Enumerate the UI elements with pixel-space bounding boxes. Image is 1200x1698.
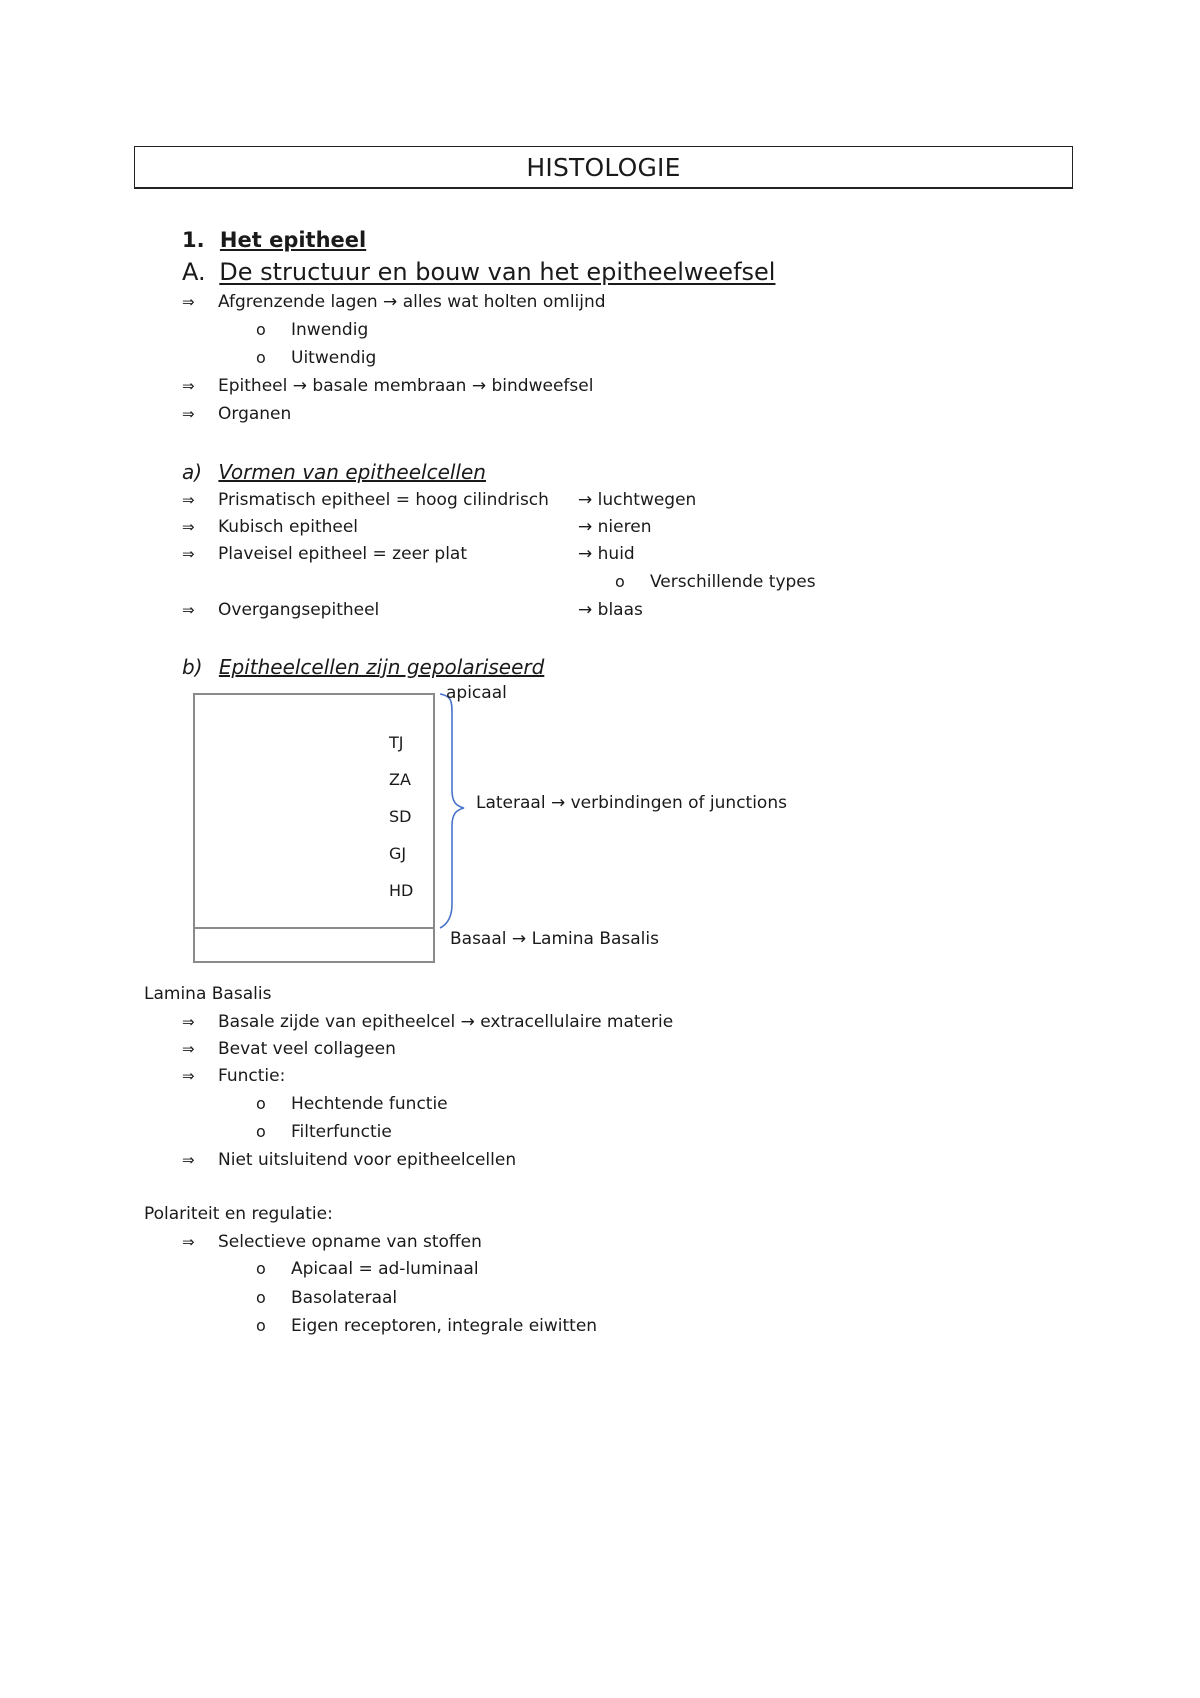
circle-bullet-icon: o <box>256 320 266 339</box>
subsection-b-marker: b) <box>182 655 203 679</box>
intro-b2-part-0: Epitheel <box>218 376 288 396</box>
vormen-0-right-wrap <box>578 490 696 510</box>
vormen-1-right: nieren <box>597 517 652 537</box>
bullet-arrow-icon: ⇒ <box>182 1151 195 1169</box>
bullet-arrow-icon: ⇒ <box>182 405 195 423</box>
junction-label-hd: HD <box>389 881 414 900</box>
polarity-diagram <box>190 690 830 970</box>
right-arrow-icon: → <box>550 793 566 813</box>
vormen-2-right-wrap <box>578 544 635 564</box>
vormen-2-right: huid <box>597 544 635 564</box>
bullet-arrow-icon: ⇒ <box>182 377 195 395</box>
vormen-3-left: Overgangsepitheel <box>218 600 380 620</box>
subsection-a-marker: a) <box>182 460 203 484</box>
bullet-arrow-icon: ⇒ <box>182 1233 195 1251</box>
polariteit-heading: Polariteit en regulatie: <box>144 1204 333 1224</box>
basal-left: Basaal <box>450 929 507 949</box>
right-arrow-icon: → <box>578 544 593 564</box>
section-A-number: A. <box>182 258 206 286</box>
lateral-left: Lateraal <box>476 793 546 813</box>
lamina-b3-sub-0: Hechtende functie <box>291 1094 448 1114</box>
subsection-b-label: Epitheelcellen zijn gepolariseerd <box>218 655 545 679</box>
right-arrow-icon: → <box>460 1012 475 1032</box>
bullet-arrow-icon: ⇒ <box>182 293 195 311</box>
intro-b2-part-1: basale membraan <box>312 376 467 396</box>
lamina-b1-right: extracellulaire materie <box>480 1012 674 1032</box>
right-arrow-icon: → <box>578 490 593 510</box>
apical-label: apicaal <box>446 683 507 703</box>
bullet-arrow-icon: ⇒ <box>182 1067 195 1085</box>
intro-b3: Organen <box>218 404 292 424</box>
right-arrow-icon: → <box>578 600 593 620</box>
circle-bullet-icon: o <box>615 572 625 591</box>
lateral-brace-icon <box>440 694 464 928</box>
right-arrow-icon: → <box>578 517 593 537</box>
subsection-a-label: Vormen van epitheelcellen <box>218 460 486 484</box>
bullet-arrow-icon: ⇒ <box>182 518 195 536</box>
circle-bullet-icon: o <box>256 1259 266 1278</box>
subsection-a-heading <box>182 460 486 484</box>
circle-bullet-icon: o <box>256 1094 266 1113</box>
bullet-arrow-icon: ⇒ <box>182 491 195 509</box>
circle-bullet-icon: o <box>256 348 266 367</box>
section-1-label: Het epitheel <box>219 228 367 252</box>
vormen-0-left: Prismatisch epitheel = hoog cilindrisch <box>218 490 549 510</box>
basal-label <box>450 929 659 949</box>
right-arrow-icon: → <box>383 292 398 312</box>
vormen-1-right-wrap <box>578 517 651 537</box>
intro-b2-part-2: bindweefsel <box>491 376 594 396</box>
right-arrow-icon: → <box>511 929 527 949</box>
junction-label-za: ZA <box>389 770 411 789</box>
polariteit-b1: Selectieve opname van stoffen <box>218 1232 482 1252</box>
lamina-rect <box>194 928 434 962</box>
lamina-b3: Functie: <box>218 1066 286 1086</box>
subsection-b-heading <box>182 655 544 679</box>
section-A-heading <box>182 258 775 286</box>
lateral-label <box>476 793 787 813</box>
section-1-heading <box>182 228 366 252</box>
right-arrow-icon: → <box>292 376 307 396</box>
junction-label-tj: TJ <box>389 733 404 752</box>
vormen-1-left: Kubisch epitheel <box>218 517 359 537</box>
vormen-2-sub: Verschillende types <box>650 572 816 592</box>
circle-bullet-icon: o <box>256 1122 266 1141</box>
intro-b1-sub-1: Uitwendig <box>291 348 377 368</box>
intro-b1-sub-0: Inwendig <box>291 320 369 340</box>
circle-bullet-icon: o <box>256 1288 266 1307</box>
polariteit-b1-sub-2: Eigen receptoren, integrale eiwitten <box>291 1316 598 1336</box>
polariteit-b1-sub-1: Basolateraal <box>291 1288 398 1308</box>
vormen-2-left: Plaveisel epitheel = zeer plat <box>218 544 468 564</box>
bullet-arrow-icon: ⇒ <box>182 601 195 619</box>
bullet-arrow-icon: ⇒ <box>182 1013 195 1031</box>
document-title-box <box>134 146 1073 189</box>
lamina-b1-left: Basale zijde van epitheelcel <box>218 1012 456 1032</box>
list-item-text <box>218 292 606 312</box>
vormen-3-right-wrap <box>578 600 643 620</box>
document-title: HISTOLOGIE <box>526 152 681 182</box>
lamina-heading: Lamina Basalis <box>144 984 272 1004</box>
junction-label-sd: SD <box>389 807 412 826</box>
bullet-arrow-icon: ⇒ <box>182 545 195 563</box>
basal-right: Lamina Basalis <box>531 929 659 949</box>
circle-bullet-icon: o <box>256 1316 266 1335</box>
list-item-text <box>218 376 593 396</box>
polariteit-b1-sub-0: Apicaal = ad-luminaal <box>291 1259 479 1279</box>
lamina-b4: Niet uitsluitend voor epitheelcellen <box>218 1150 517 1170</box>
list-item <box>182 292 195 312</box>
intro-b1-left: Afgrenzende lagen <box>218 292 378 312</box>
vormen-0-right: luchtwegen <box>597 490 697 510</box>
lamina-b2: Bevat veel collageen <box>218 1039 396 1059</box>
bullet-arrow-icon: ⇒ <box>182 1040 195 1058</box>
section-A-label: De structuur en bouw van het epitheelweefsel <box>219 258 776 286</box>
right-arrow-icon: → <box>471 376 487 396</box>
lamina-b3-sub-1: Filterfunctie <box>291 1122 392 1142</box>
junction-label-gj: GJ <box>389 844 407 863</box>
lateral-right: verbindingen of junctions <box>570 793 787 813</box>
vormen-3-right: blaas <box>597 600 643 620</box>
list-item-text <box>218 1012 673 1032</box>
intro-b1-right: alles wat holten omlijnd <box>402 292 606 312</box>
section-1-number: 1. <box>182 228 205 252</box>
